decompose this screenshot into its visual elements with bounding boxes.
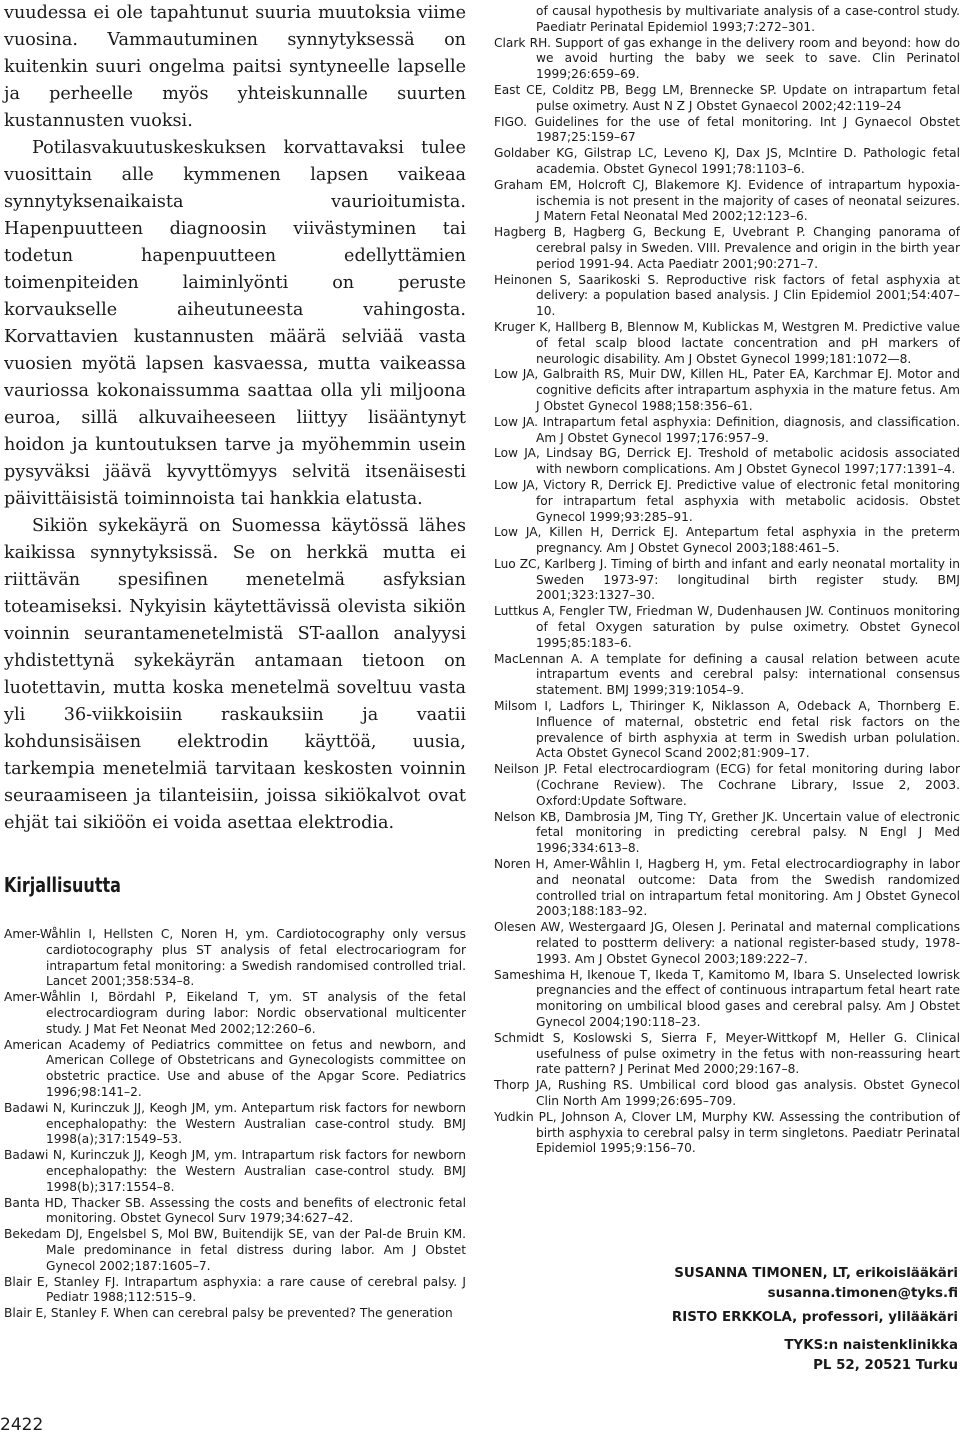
left-column <box>4 0 466 1322</box>
author-name-2: RISTO ERKKOLA, professori, ylilääkäri <box>671 1310 958 1325</box>
reference-item: Amer-Wåhlin I, Hellsten C, Noren H, ym. Cardiotocography only versus cardiotocography plus ST analysis of fetal electrocariogram for intrapartum fetal monitoring: a Swedish randomised controlled trial. Lancet 2001;358:534–8. <box>4 927 466 989</box>
reference-item: Luo ZC, Karlberg J. Timing of birth and infant and early neonatal mortality in Sweden 1973-97: longitudinal birth register study. BMJ 2001;323:1327–30. <box>494 556 960 603</box>
reference-item: Sameshima H, Ikenoue T, Ikeda T, Kamitomo M, Ibara S. Unselected lowrisk pregnancies and the effect of continuous intrapartum fetal heart rate monitoring on umbilical blood gases and cerebral palsy. Am J Obstet Gynecol 2004;190:118–23. <box>494 967 960 1029</box>
author-email: susanna.timonen@tyks.fi <box>767 1286 958 1301</box>
body-paragraph: vuudessa ei ole tapahtunut suuria muutoksia viime vuosina. Vammautuminen synnytyksessä on kuitenkin suuri ongelma paitsi syntyneelle lapselle ja perheelle myös yhteiskunnalle suurten kustannusten vuoksi. <box>4 3 466 131</box>
reference-item: Amer-Wåhlin I, Bördahl P, Eikeland T, ym. ST analysis of the fetal electrocardiogram during labor: Nordic observational multicenter study. J Mat Fet Neonat Med 2002;12:260–6. <box>4 990 466 1036</box>
reference-item: FIGO. Guidelines for the use of fetal monitoring. Int J Gynaecol Obstet 1987;25:159–67 <box>494 114 960 145</box>
reference-item: Blair E, Stanley FJ. Intrapartum asphyxia: a rare cause of cerebral palsy. J Pediatr 1988;112:515–9. <box>4 1274 466 1305</box>
reference-item: Low JA, Victory R, Derrick EJ. Predictive value of electronic fetal monitoring for intrapartum fetal asphyxia with metabolic acidosis. Obstet Gynecol 1999;93:285–91. <box>494 477 960 524</box>
reference-item: Hagberg B, Hagberg G, Beckung E, Uvebrant P. Changing panorama of cerebral palsy in Sweden. VIII. Prevalence and origin in the birth year period 1991-94. Acta Paediatr 2001;90:271–7. <box>494 225 960 271</box>
reference-item: MacLennan A. A template for defining a causal relation between acute intrapartum events and cerebral palsy: international consensus statement. BMJ 1999;319:1054–9. <box>494 651 960 698</box>
reference-item: Yudkin PL, Johnson A, Clover LM, Murphy KW. Assessing the contribution of birth asphyxia to cerebral palsy in term singletons. Paediatr Perinatal Epidemiol 1995;9:156–70. <box>494 1109 960 1156</box>
reference-item: Clark RH. Support of gas exhange in the delivery room and beyond: how do we avoid hurting the baby we seek to save. Clin Perinatol 1999;26:659–69. <box>494 35 960 82</box>
reference-item: American Academy of Pediatrics committee on fetus and newborn, and American College of Obstetricans and Gynecologists committee on obstetric practice. Use and abuse of the Apgar Score. Pediatrics 1996;98:141–2. <box>4 1037 466 1099</box>
reference-item: Olesen AW, Westergaard JG, Olesen J. Perinatal and maternal complications related to postterm delivery: a national register-based study, 1978-1993. Am J Obstet Gynecol 2003;189:222–7. <box>494 920 960 966</box>
reference-item: Thorp JA, Rushing RS. Umbilical cord blood gas analysis. Obstet Gynecol Clin North Am 1999;26:695–709. <box>494 1078 960 1108</box>
author-affiliation: TYKS:n naistenklinikka <box>784 1338 958 1353</box>
reference-item: Bekedam DJ, Engelsbel S, Mol BW, Buitendijk SE, van der Pal-de Bruin KM. Male predominance in fetal distress during labor. Am J Obstet Gynecol 2002;187:1605–7. <box>4 1227 466 1273</box>
body-paragraph: Sikiön sykekäyrä on Suomessa käytössä lähes kaikissa synnytyksissä. Se on herkkä mutta ei riittävän spesifinen menetelmä asfyksian toteamiseksi. Nykyisin käytettävissä olevista sikiön voinnin seurantamenetelmistä ST-aallon analyysi yhdistettynä sykekäyrän antamaan tietoon on luotettavin, mutta koska menetelmä soveltuu vasta yli 36-viikkoisiin raskauksiin ja vaatii kohdunsisäisen elektrodin käyttöä, uusia, tarkempia menetelmiä tarvitaan keskosten voinnin seuraamiseen ja tilanteisiin, joissa sikiökalvot ovat ehjät tai sikiöön ei voida asettaa elektrodia. <box>4 516 466 833</box>
reference-item: Kruger K, Hallberg B, Blennow M, Kublickas M, Westgren M. Predictive value of fetal scalp blood lactate concentration and pH markers of neurologic disability. Am J Obstet Gynecol 1999;181:1072—8. <box>494 319 960 366</box>
page-number: 2422 <box>0 1415 44 1435</box>
reference-item: Banta HD, Thacker SB. Assessing the costs and benefits of electronic fetal monitoring. Obstet Gynecol Surv 1979;34:627–42. <box>4 1195 466 1226</box>
right-column <box>494 4 960 1157</box>
author-info <box>672 1264 958 1376</box>
references-heading: Kirjallisuutta <box>4 873 121 897</box>
reference-item: East CE, Colditz PB, Begg LM, Brennecke SP. Update on intrapartum fetal pulse oximetry. Aust N Z J Obstet Gynaecol 2002;42:119–24 <box>494 82 960 113</box>
reference-item: Badawi N, Kurinczuk JJ, Keogh JM, ym. Antepartum risk factors for newborn encephalopathy: the Western Australian case-control study. BMJ 1998(a);317:1549–53. <box>4 1100 466 1147</box>
reference-item: Low JA, Killen H, Derrick EJ. Antepartum fetal asphyxia in the preterm pregnancy. Am J Obstet Gynecol 2003;188:461–5. <box>494 525 960 556</box>
article-body <box>4 0 466 837</box>
reference-list-left <box>4 927 466 1322</box>
reference-item: Blair E, Stanley F. When can cerebral palsy be prevented? The generation <box>4 1306 453 1321</box>
reference-item: Milsom I, Ladfors L, Thiringer K, Niklasson A, Odeback A, Thornberg E. Influence of maternal, obstetric end fetal risk factors on the prevalence of birth asphyxia at term in Swedish urban polulation. Acta Obstet Gynecol Scand 2002;81:909–17. <box>494 699 960 761</box>
reference-item: Goldaber KG, Gilstrap LC, Leveno KJ, Dax JS, McIntire D. Pathologic fetal academia. Obstet Gynecol 1991;78:1103–6. <box>494 146 960 176</box>
reference-list-right <box>494 4 960 1157</box>
reference-item: Heinonen S, Saarikoski S. Reproductive risk factors of fetal asphyxia at delivery: a population based analysis. J Clin Epidemiol 2001;54:407–10. <box>494 272 960 319</box>
reference-item: Noren H, Amer-Wåhlin I, Hagberg H, ym. Fetal electrocardiography in labor and neonatal outcome: Data from the Swedish randomized controlled trial on intrapartum fetal monitoring. Am J Obstet Gynecol 2003;188:183–92. <box>494 857 960 919</box>
reference-item: Luttkus A, Fengler TW, Friedman W, Dudenhausen JW. Continuos monitoring of fetal Oxygen saturation by pulse oximetry. Obstet Gynecol 1995;85:183–6. <box>494 604 960 650</box>
reference-item: Graham EM, Holcroft CJ, Blakemore KJ. Evidence of intrapartum hypoxia-ischemia is not present in the majority of cases of neonatal seizures. J Matern Fetal Neonatal Med 2002;12:123–6. <box>494 177 960 224</box>
reference-item: Low JA, Lindsay BG, Derrick EJ. Treshold of metabolic acidosis associated with newborn complications. Am J Obstet Gynecol 1997;177:1391–4. <box>494 446 960 477</box>
author-address: PL 52, 20521 Turku <box>813 1358 958 1373</box>
author-name-1: SUSANNA TIMONEN, LT, erikoislääkäri <box>674 1266 958 1281</box>
reference-item: Badawi N, Kurinczuk JJ, Keogh JM, ym. Intrapartum risk factors for newborn encephalopathy: the Western Australian case-control study. BMJ 1998(b);317:1554–8. <box>4 1148 466 1194</box>
body-paragraph: Potilasvakuutuskeskuksen korvattavaksi tulee vuosittain alle kymmenen lapsen vaikeaa synnytyksenaikaista vaurioitumista. Hapenpuutteen diagnoosin viivästyminen tai todetun hapenpuutteen edellyttämien toimenpiteiden laiminlyönti on peruste korvaukselle aiheutuneesta vahingosta. Korvattavien kustannusten määrä selviää vasta vuosien myötä lapsen kasvaessa, mutta vaikeassa vauriossa kokonaissumma saattaa olla yli miljoona euroa, sillä alkuvaiheeseen liittyy lisääntynyt hoidon ja kuntoutuksen tarve ja myöhemmin usein pysyväksi jäävä kyvyttömyys selvitä itsenäisesti päivittäisistä toiminnoista tai hankkia elatusta. <box>4 138 466 509</box>
reference-item: Nelson KB, Dambrosia JM, Ting TY, Grether JK. Uncertain value of electronic fetal monitoring in predicting cerebral palsy. N Engl J Med 1996;334:613–8. <box>494 809 960 856</box>
reference-item: Schmidt S, Koslowski S, Sierra F, Meyer-Wittkopf M, Heller G. Clinical usefulness of pulse oximetry in the fetus with non-reassuring heart rate pattern? J Perinat Med 2000;29:167–8. <box>494 1030 960 1077</box>
reference-item: Neilson JP. Fetal electrocardiogram (ECG) for fetal monitoring during labor (Cochrane Review). The Cochrane Library, Issue 2, 2003. Oxford:Update Software. <box>494 762 960 808</box>
reference-item: Low JA. Intrapartum fetal asphyxia: Definition, diagnosis, and classification. Am J Obstet Gynecol 1997;176:957–9. <box>494 414 960 445</box>
reference-item: Low JA, Galbraith RS, Muir DW, Killen HL, Pater EA, Karchmar EJ. Motor and cognitive deficits after intrapartum asphyxia in the mature fetus. Am J Obstet Gynecol 1988;158:356–61. <box>494 367 960 413</box>
reference-continuation: of causal hypothesis by multivariate analysis of a case-control study. Paediatr Perinatal Epidemiol 1993;7:272–301. <box>536 4 960 34</box>
